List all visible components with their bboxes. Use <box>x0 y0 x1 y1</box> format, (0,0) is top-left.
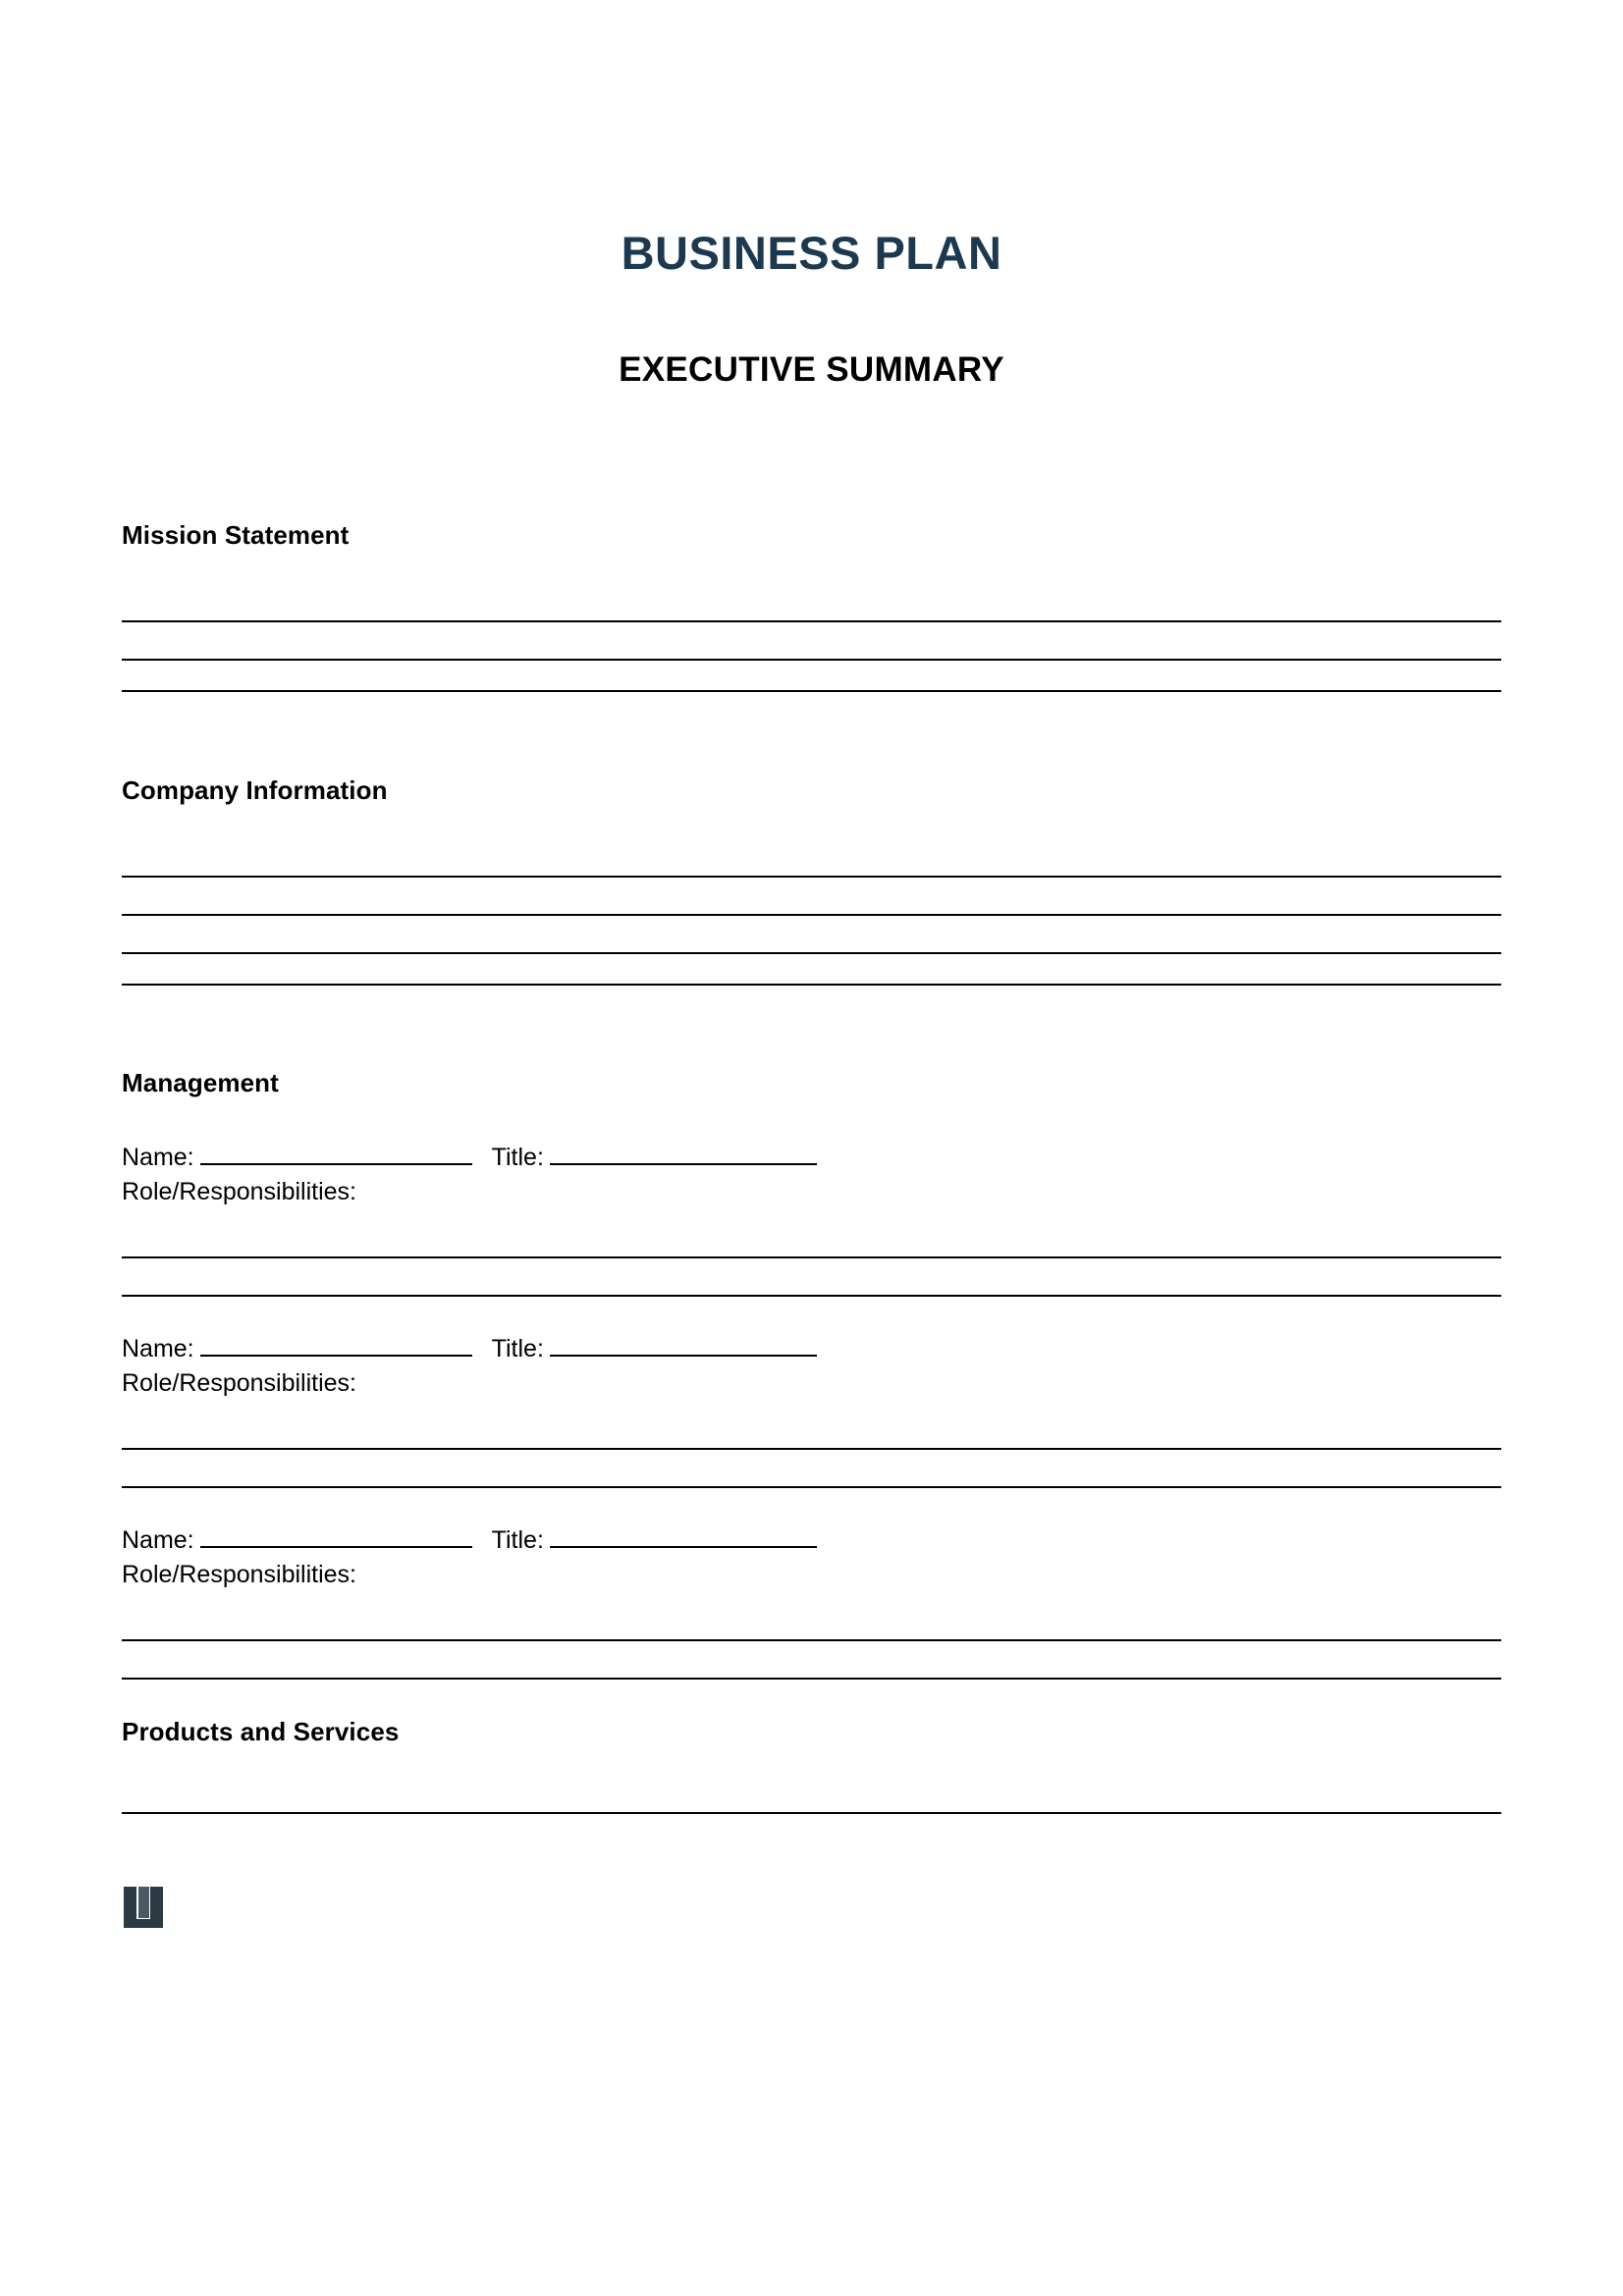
name-label: Name: <box>122 1334 194 1362</box>
management-name-title-row <box>122 1524 1501 1557</box>
write-line[interactable] <box>122 1641 1501 1680</box>
role-label: Role/Responsibilities: <box>122 1560 357 1588</box>
legal-templates-logo-icon <box>124 1887 163 1928</box>
mission-write-lines[interactable] <box>122 584 1501 692</box>
company-write-lines[interactable] <box>122 839 1501 986</box>
write-line[interactable] <box>122 661 1501 692</box>
write-line[interactable] <box>122 839 1501 878</box>
role-write-lines[interactable] <box>122 1220 1501 1297</box>
products-write-lines[interactable] <box>122 1783 1501 1814</box>
write-line[interactable] <box>122 584 1501 622</box>
write-line[interactable] <box>122 1258 1501 1297</box>
name-label: Name: <box>122 1143 194 1171</box>
write-line[interactable] <box>122 878 1501 916</box>
write-line[interactable] <box>122 1603 1501 1641</box>
write-line[interactable] <box>122 622 1501 661</box>
management-name-title-row <box>122 1142 1501 1174</box>
section-products-and-services <box>122 1717 1501 1814</box>
title-field[interactable] <box>550 1142 817 1165</box>
write-line[interactable] <box>122 954 1501 986</box>
section-heading-mission: Mission Statement <box>122 519 350 550</box>
section-heading-products: Products and Services <box>122 1716 400 1746</box>
role-label: Role/Responsibilities: <box>122 1177 357 1205</box>
role-label: Role/Responsibilities: <box>122 1368 357 1397</box>
document-content <box>122 0 1501 1814</box>
name-field[interactable] <box>200 1142 472 1165</box>
write-line[interactable] <box>122 1450 1501 1488</box>
write-line[interactable] <box>122 1412 1501 1450</box>
page-subtitle: EXECUTIVE SUMMARY <box>619 349 1004 389</box>
management-name-title-row <box>122 1333 1501 1365</box>
title-label: Title: <box>491 1334 544 1362</box>
write-line[interactable] <box>122 916 1501 954</box>
role-write-lines[interactable] <box>122 1412 1501 1488</box>
write-line[interactable] <box>122 1220 1501 1258</box>
title-label: Title: <box>491 1525 544 1554</box>
title-field[interactable] <box>550 1333 817 1357</box>
role-write-lines[interactable] <box>122 1603 1501 1680</box>
management-entry <box>122 1142 1501 1297</box>
section-mission-statement <box>122 520 1501 692</box>
name-label: Name: <box>122 1525 194 1554</box>
section-company-information <box>122 775 1501 986</box>
section-heading-management: Management <box>122 1067 279 1097</box>
section-management <box>122 1068 1501 1680</box>
name-field[interactable] <box>200 1333 472 1357</box>
management-entry <box>122 1524 1501 1680</box>
page-title: BUSINESS PLAN <box>621 227 1002 279</box>
management-entry <box>122 1333 1501 1488</box>
section-heading-company: Company Information <box>122 774 388 805</box>
title-label: Title: <box>491 1143 544 1171</box>
write-line[interactable] <box>122 1783 1501 1814</box>
title-field[interactable] <box>550 1524 817 1548</box>
name-field[interactable] <box>200 1524 472 1548</box>
